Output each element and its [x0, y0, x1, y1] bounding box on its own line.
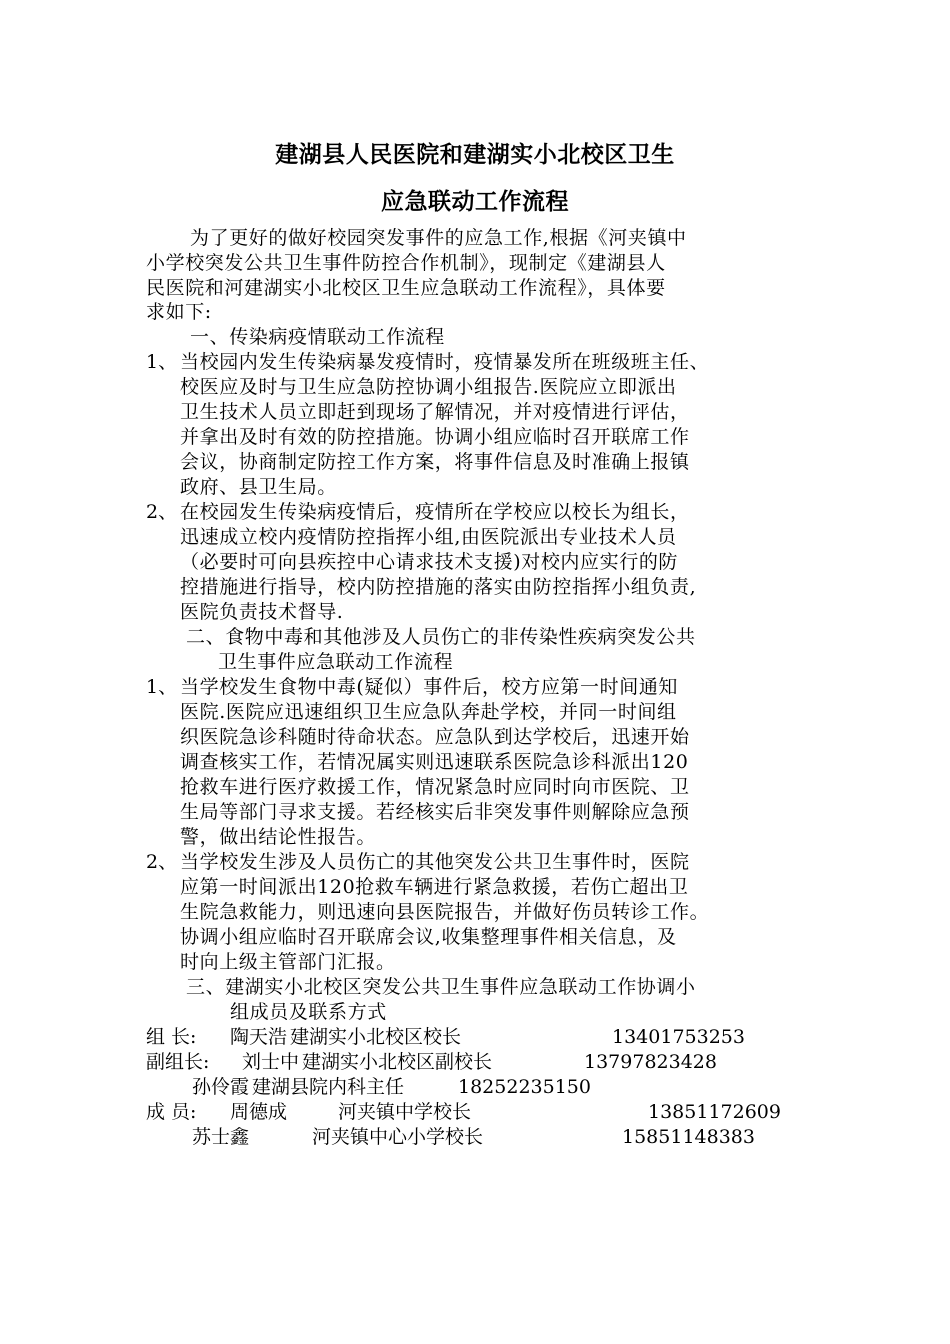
section-2-item-1-line: 当学校发生食物中毒(疑似）事件后，校方应第一时间通知 — [180, 676, 679, 698]
intro-line: 小学校突发公共卫生事件防控合作机制》，现制定《建湖县人 — [146, 252, 666, 274]
member-name: 陶天浩 — [230, 1026, 288, 1048]
intro-line: 求如下: — [146, 301, 212, 323]
section-1-item-2-line: （必要时可向县疾控中心请求技术支援)对校内应实行的防 — [180, 551, 679, 573]
document-title-line-1: 建湖县人民医院和建湖实小北校区卫生 — [275, 142, 675, 168]
item-number: 1、 — [146, 676, 178, 698]
section-3-heading: 三、建湖实小北校区突发公共卫生事件应急联动工作协调小 — [186, 976, 696, 998]
section-1-item-1-line: 当校园内发生传染病暴发疫情时，疫情暴发所在班级班主任、 — [180, 351, 710, 373]
section-1-item-1-line: 会议，协商制定防控工作方案，将事件信息及时准确上报镇 — [180, 451, 690, 473]
section-1-item-2-line: 迅速成立校内疫情防控指挥小组,由医院派出专业技术人员 — [180, 526, 677, 548]
item-number: 2、 — [146, 501, 178, 523]
member-phone: 15851148383 — [622, 1126, 755, 1148]
section-2-heading: 卫生事件应急联动工作流程 — [218, 651, 454, 673]
member-title: 建湖实小北校区副校长 — [302, 1051, 493, 1073]
section-2-item-2-line: 协调小组应临时召开联席会议,收集整理事件相关信息，及 — [180, 926, 677, 948]
section-1-item-2-line: 在校园发生传染病疫情后，疫情所在学校应以校长为组长， — [180, 501, 690, 523]
section-1-item-1-line: 校医应及时与卫生应急防控协调小组报告.医院应立即派出 — [180, 376, 677, 398]
section-3-heading: 组成员及联系方式 — [230, 1001, 387, 1023]
member-title: 建湖实小北校区校长 — [290, 1026, 462, 1048]
section-2-item-1-line: 调查核实工作，若情况属实则迅速联系医院急诊科派出120 — [180, 751, 689, 773]
member-role-label: 组 长: — [146, 1026, 197, 1048]
item-number: 2、 — [146, 851, 178, 873]
member-phone: 13851172609 — [648, 1101, 781, 1123]
section-1-item-1-line: 政府、县卫生局。 — [180, 476, 337, 498]
member-phone: 18252235150 — [458, 1076, 591, 1098]
section-2-item-2-line: 时向上级主管部门汇报。 — [180, 951, 396, 973]
section-1-item-2-line: 医院负责技术督导. — [180, 601, 344, 623]
member-name: 孙伶霞 — [192, 1076, 250, 1098]
section-2-item-1-line: 织医院急诊科随时待命状态。应急队到达学校后，迅速开始 — [180, 726, 690, 748]
section-2-item-2-line: 应第一时间派出120抢救车辆进行紧急救援，若伤亡超出卫 — [180, 876, 689, 898]
intro-line: 民医院和河建湖实小北校区卫生应急联动工作流程》，具体要 — [146, 277, 666, 299]
document-title-line-2: 应急联动工作流程 — [381, 189, 569, 215]
section-2-item-1-line: 警，做出结论性报告。 — [180, 826, 377, 848]
section-2-item-1-line: 抢救车进行医疗救援工作，情况紧急时应同时向市医院、卫 — [180, 776, 690, 798]
section-1-item-1-line: 并拿出及时有效的防控措施。协调小组应临时召开联席工作 — [180, 426, 690, 448]
member-name: 周德成 — [230, 1101, 288, 1123]
section-1-item-1-line: 卫生技术人员立即赶到现场了解情况，并对疫情进行评估， — [180, 401, 690, 423]
intro-line: 为了更好的做好校园突发事件的应急工作,根据《河夹镇中 — [190, 227, 687, 249]
section-2-item-2-line: 生院急救能力，则迅速向县医院报告，并做好伤员转诊工作。 — [180, 901, 710, 923]
member-title: 河夹镇中心小学校长 — [312, 1126, 484, 1148]
member-role-label: 成 员: — [146, 1101, 197, 1123]
section-2-item-1-line: 生局等部门寻求支援。若经核实后非突发事件则解除应急预 — [180, 801, 690, 823]
item-number: 1、 — [146, 351, 178, 373]
member-role-label: 副组长: — [146, 1051, 210, 1073]
section-1-heading: 一、传染病疫情联动工作流程 — [190, 326, 445, 348]
member-phone: 13401753253 — [612, 1026, 745, 1048]
member-title: 建湖县院内科主任 — [252, 1076, 405, 1098]
member-phone: 13797823428 — [584, 1051, 717, 1073]
section-2-item-1-line: 医院.医院应迅速组织卫生应急队奔赴学校，并同一时间组 — [180, 701, 677, 723]
member-name: 苏士鑫 — [192, 1126, 250, 1148]
section-1-item-2-line: 控措施进行指导，校内防控措施的落实由防控指挥小组负责, — [180, 576, 697, 598]
member-title: 河夹镇中学校长 — [338, 1101, 472, 1123]
section-2-heading: 二、食物中毒和其他涉及人员伤亡的非传染性疾病突发公共 — [186, 626, 696, 648]
member-name: 刘士中 — [242, 1051, 300, 1073]
section-2-item-2-line: 当学校发生涉及人员伤亡的其他突发公共卫生事件时，医院 — [180, 851, 690, 873]
